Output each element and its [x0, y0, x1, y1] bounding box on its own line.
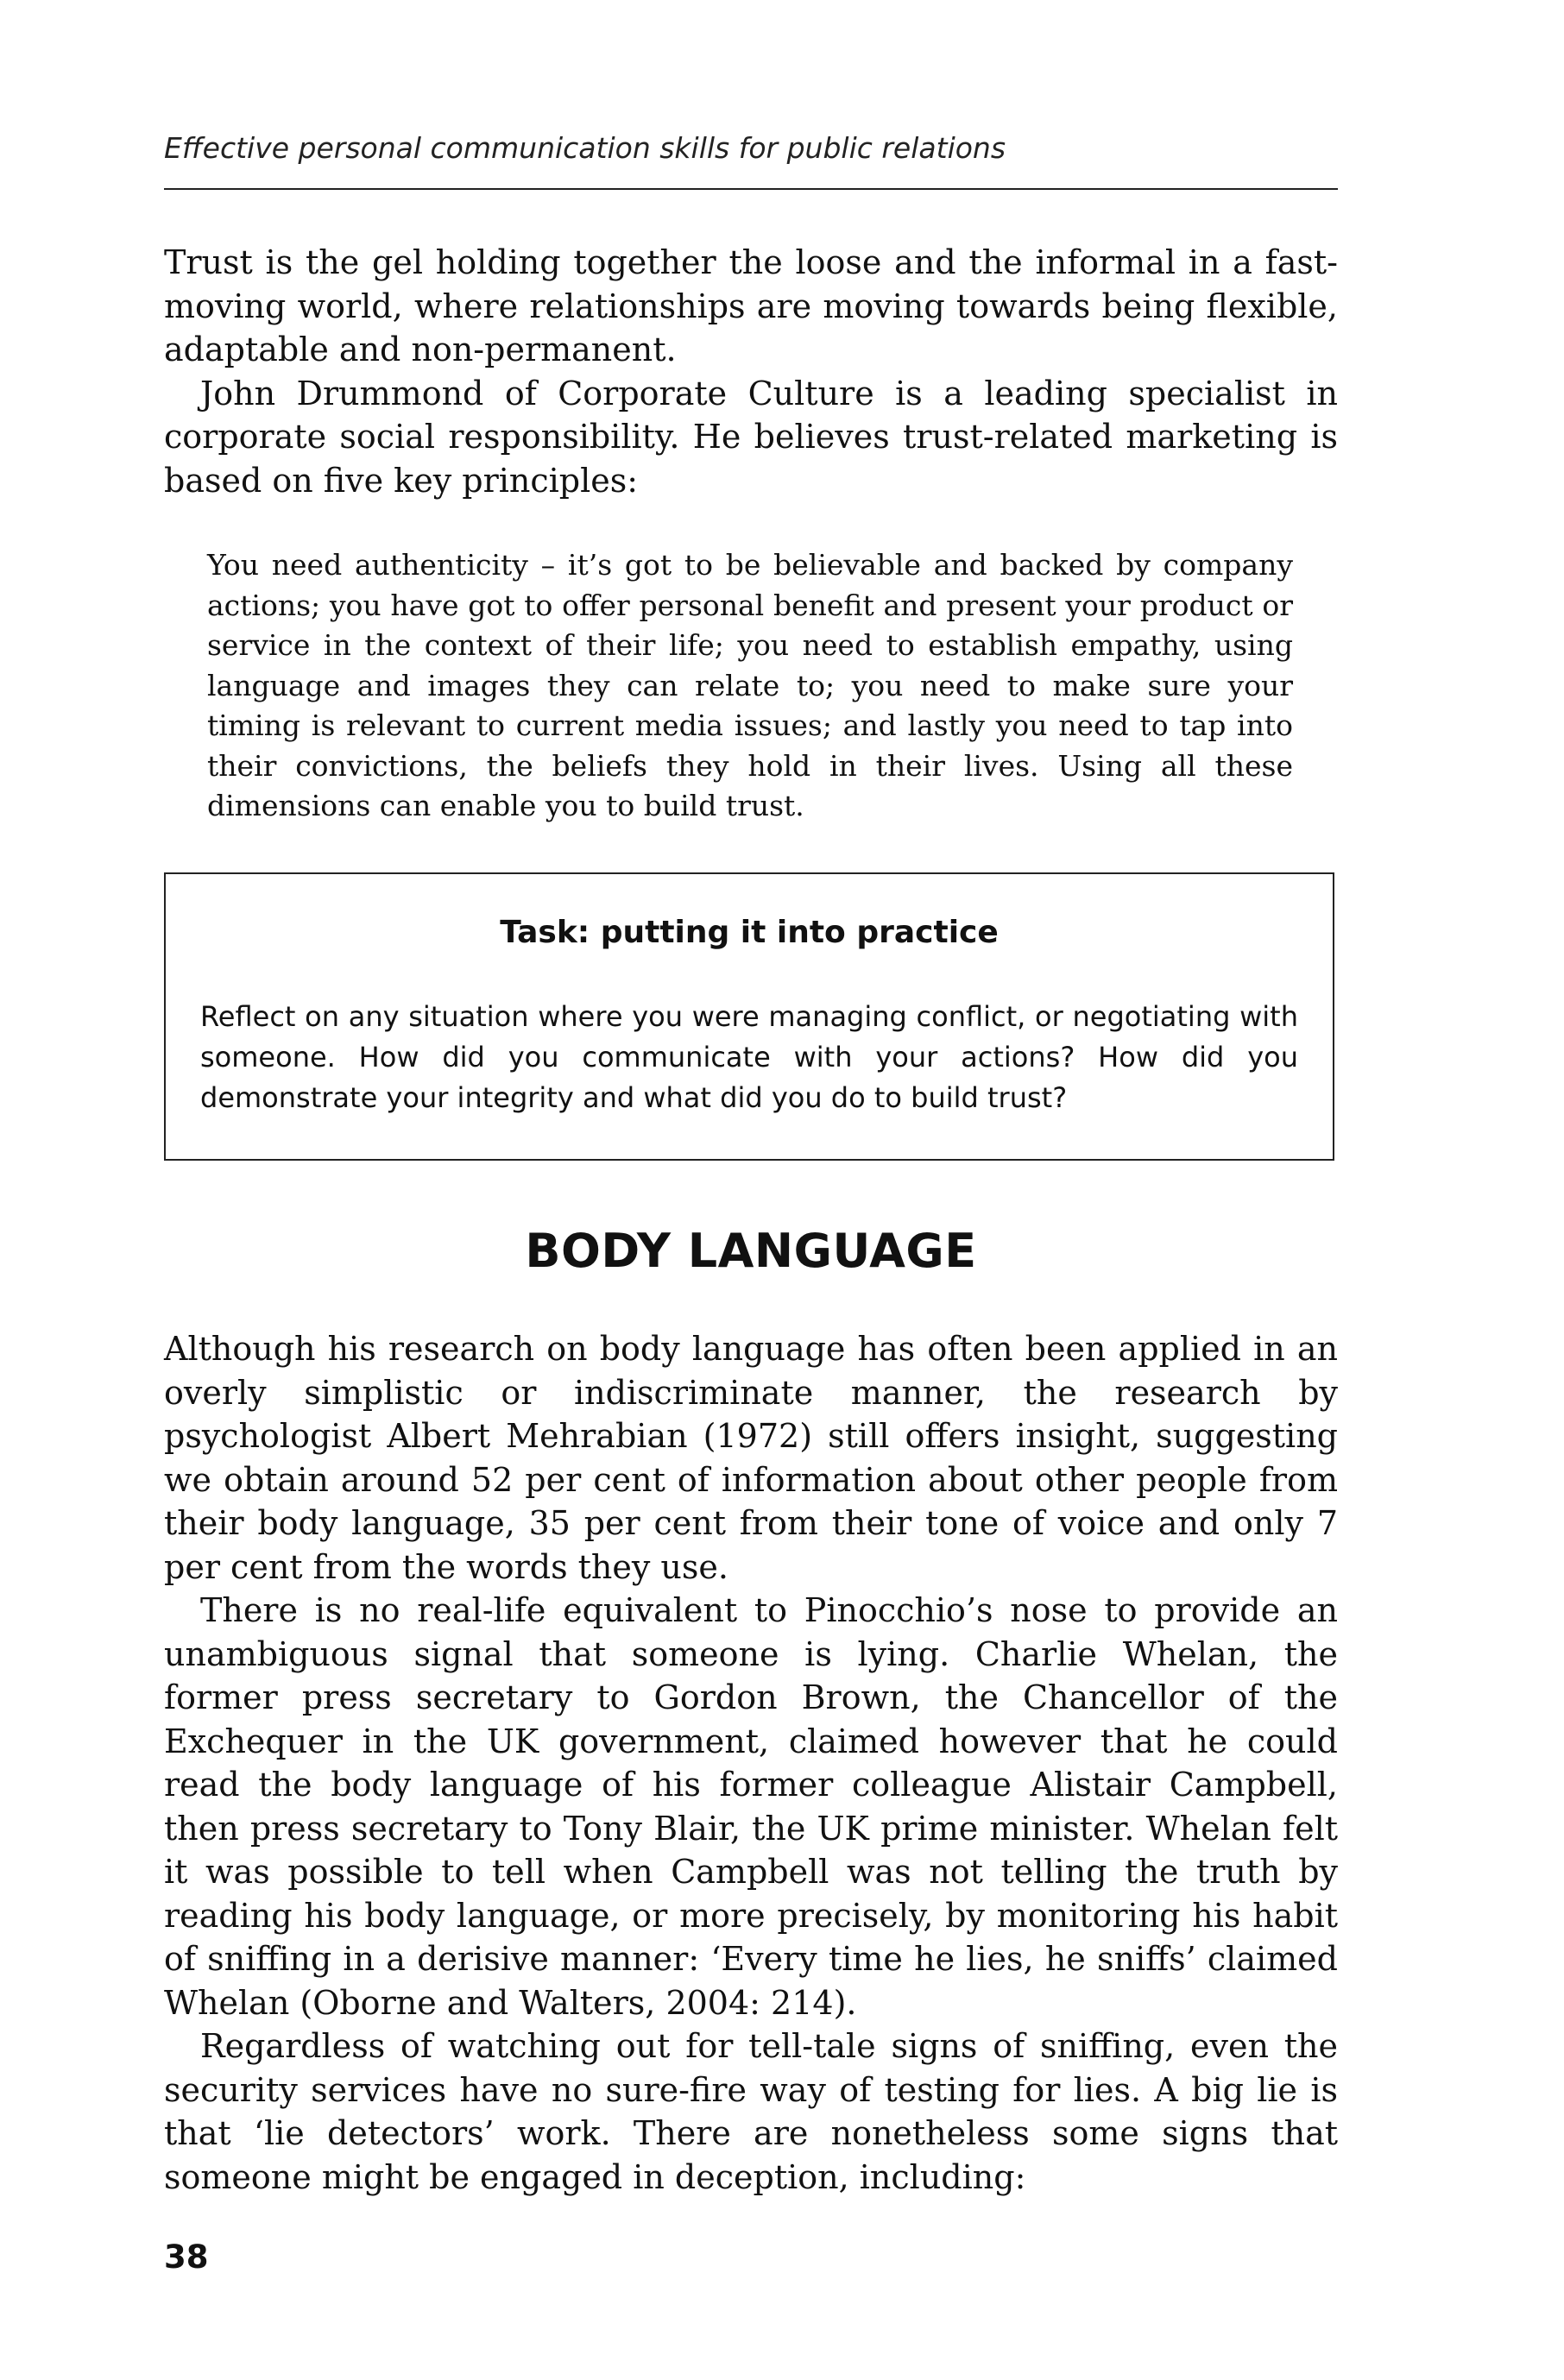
task-title: Task: putting it into practice	[500, 915, 999, 950]
intro-text	[164, 241, 1338, 502]
section-paragraph-3: Regardless of watching out for tell-tale signs of sniffing, even the security services have no sure-fire way of testing for lies. A big lie is that ‘lie detectors’ work. There are nonetheless some signs that someone might be engaged in deception, including:	[164, 2027, 1338, 2196]
block-quote: You need authenticity – it’s got to be believable and backed by company actions; you have got to offer personal benefit and present your product or service in the context of their life; you need to establish empathy, using language and images they can relate to; you need to make sure your timing is relevant to current media issues; and lastly you need to tap into their convictions, the beliefs they hold in their lives. Using all these dimensions can enable you to build trust.	[207, 548, 1293, 822]
intro-paragraph-1: Trust is the gel holding together the loose and the informal in a fast-moving world, where relationships are moving towards being flexible, adaptable and non-permanent.	[164, 243, 1338, 368]
section-paragraph-2: There is no real-life equivalent to Pinocchio’s nose to provide an unambiguous signal that someone is lying. Charlie Whelan, the former press secretary to Gordon Brown, the Chancellor of the Exchequer in the UK government, claimed however that he could read the body language of his former colleague Alistair Campbell, then press secretary to Tony Blair, the UK prime minister. Whelan felt it was possible to tell when Campbell was not telling the truth by reading his body language, or more precisely, by monitoring his habit of sniffing in a derisive manner: ‘Every time he lies, he sniffs’ claimed Whelan (Oborne and Walters, 2004: 214).	[164, 1591, 1338, 2022]
section-heading: BODY LANGUAGE	[525, 1224, 977, 1278]
running-head: Effective personal communication skills for public relations	[164, 131, 1006, 165]
section-text	[164, 1327, 1338, 2199]
header-rule	[164, 188, 1338, 190]
intro-paragraph-2: John Drummond of Corporate Culture is a leading specialist in corporate social responsibility. He believes trust-related marketing is based on five key principles:	[164, 374, 1338, 500]
task-body: Reflect on any situation where you were managing conflict, or negotiating with someone. How did you communicate with your actions? How did you demonstrate your integrity and what did you do to build trust?	[200, 1000, 1298, 1114]
task-box	[164, 872, 1334, 1161]
section-paragraph-1: Although his research on body language has often been applied in an overly simplistic or indiscriminate manner, the research by psychologist Albert Mehrabian (1972) still offers insight, suggesting we obtain around 52 per cent of information about other people from their body language, 35 per cent from their tone of voice and only 7 per cent from the words they use.	[164, 1330, 1338, 1586]
page-number: 38	[164, 2238, 209, 2276]
